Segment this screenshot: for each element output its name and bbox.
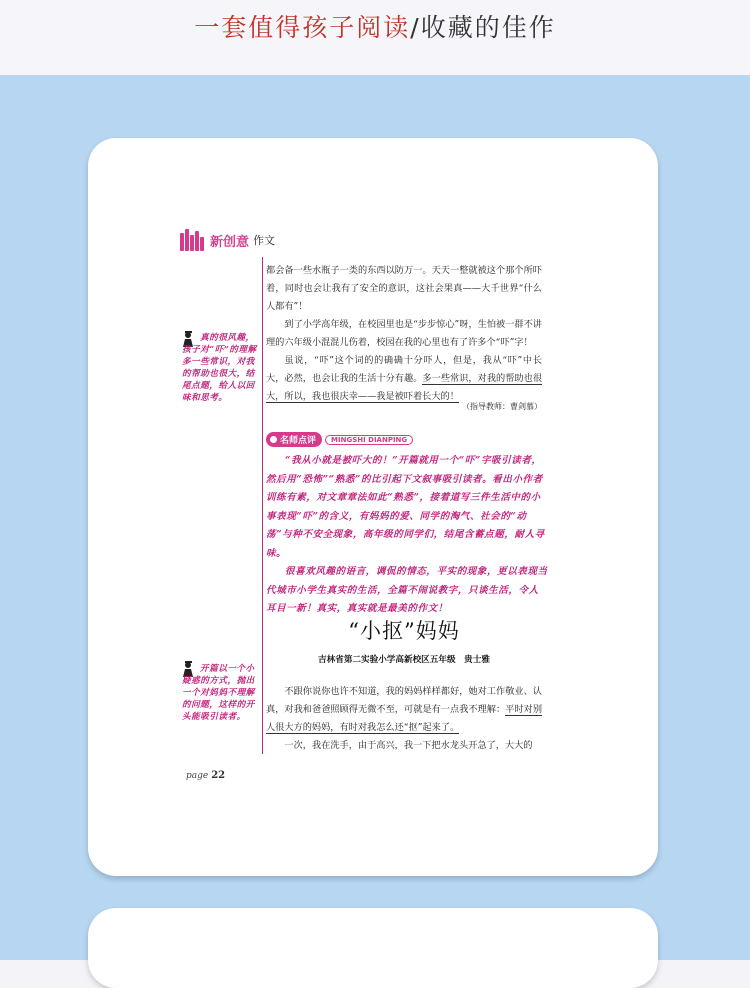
essay2-para1-a: 不跟你说你也许不知道，我的妈妈样样都好，她对工作敬业、认真，对我和爸爸照顾得无微不至，可就是有一点我不理解： [266, 686, 542, 715]
teacher-comment-header [266, 431, 413, 448]
essay1-body [266, 262, 542, 406]
essay2-body [266, 683, 542, 755]
promo-headline [0, 10, 750, 46]
page-number-value: 22 [211, 770, 226, 781]
side-note-1: 真的很风趣，孩子对“吓”的理解多一些常识，对我的帮助也很大，结尾点题，给人以回味和思考。 [182, 333, 257, 403]
headline-red-text: 一套值得孩子阅读 [194, 13, 411, 42]
logo-word: 作文 [253, 234, 276, 247]
side-note-2: 开篇以一个小疑惑的方式，抛出一个对妈妈不理解的问题，这样的开头能吸引读者。 [182, 664, 255, 722]
headline-dark-text: /收藏的佳作 [410, 13, 556, 42]
essay1-para2: 到了小学高年级，在校园里也是“步步惊心”呀，生怕被一群不讲理的六年级小混混儿伤着，校园在我的心里也有了许多个“吓”字！ [266, 319, 542, 348]
essay2-para2: 一次，我在洗手，由于高兴，我一下把水龙头开急了，大大的 [284, 740, 533, 751]
margin-rule [262, 257, 263, 754]
books-icon [180, 229, 206, 251]
comment-label-badge [266, 432, 322, 447]
comment-label-en: MINGSHI DIANPING [325, 435, 413, 445]
logo-brand: 新创意 [210, 234, 250, 250]
essay2-title: “小抠”妈妈 [348, 619, 460, 643]
next-book-page-card [88, 908, 658, 988]
comment-dot-icon [269, 435, 278, 444]
essay2-para1 [266, 683, 542, 737]
essay1-para3-underlined: 多一些常识，对我的帮助也很大，所以，我也很庆幸——我是被吓着长大的！ [266, 373, 543, 402]
page-label: page [186, 771, 209, 781]
essay1-para1: 都会备一些水瓶子一类的东西以防万一。天天一整就被这个那个所吓着，同时也会让我有了安全的意识，这社会果真——大千世界“什么人都有”！ [266, 265, 542, 312]
comment-label: 名师点评 [280, 436, 317, 446]
teacher-comment [266, 452, 548, 619]
essay2-author: 吉林省第二实验小学高新校区五年级 贵士雅 [318, 655, 490, 665]
essay1-para3 [266, 352, 542, 406]
teacher-signature: （指导教师：曹剑慕） [462, 402, 542, 411]
comment-para1: “我从小就是被吓大的！”开篇就用一个“吓”字吸引读者，然后用“恐怖”“熟悉”的比引起下文叙事吸引读者。看出小作者训练有素，对文章章法如此“熟悉”，接着道写三件生活中的小事表现“吓”的含义，有妈妈的爱、同学的淘气、社会的“动荡”与种不安全现象，高年级的同学们，结尾含蓄点题，耐人寻味。 [266, 455, 545, 559]
page-number [186, 770, 225, 781]
comment-para2: 很喜欢风趣的语言，调侃的情态，平实的现象，更以表现当代城市小学生真实的生活，全篇不闹说教字，只谈生活，令人耳目一新！真实，真实就是最美的作文！ [266, 566, 548, 614]
essay2-para1-underlined: 平时对别人很大方的妈妈，有时对我怎么还“抠”起来了。 [266, 704, 543, 733]
series-logo [180, 229, 275, 251]
essay1-para3-a: 虽说，“吓”这个词的的确确十分吓人，但是，我从“吓”中长大，必然，也会让我的生活十分有趣。 [266, 355, 542, 384]
